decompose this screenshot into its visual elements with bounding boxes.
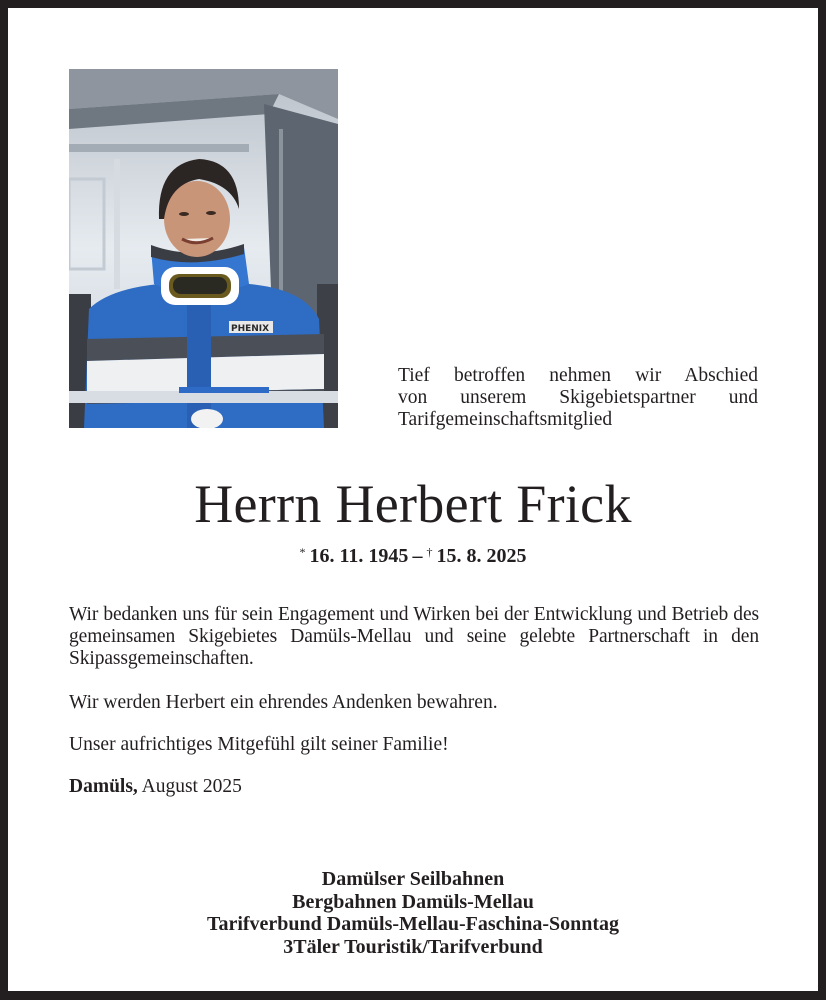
obituary-card bbox=[8, 8, 818, 991]
life-dates bbox=[8, 540, 818, 568]
intro-line-2: von unserem Skigebietspartner und bbox=[398, 387, 758, 408]
signer: Bergbahnen Damüls-Mellau bbox=[292, 890, 534, 913]
signers-list bbox=[8, 868, 818, 958]
paragraph-condolences: Unser aufrichtiges Mitgefühl gilt seiner Familie! bbox=[69, 734, 449, 755]
message-body bbox=[69, 604, 759, 798]
place: Damüls, bbox=[69, 776, 138, 797]
signer: 3Täler Touristik/Tarifverbund bbox=[283, 935, 543, 958]
date-separator: – bbox=[412, 545, 423, 567]
death-cross-icon: † bbox=[426, 545, 433, 559]
intro-line-1: Tief betroffen nehmen wir Abschied bbox=[398, 365, 758, 386]
intro-line-3: Tarifgemeinschaftsmitglied bbox=[398, 409, 613, 430]
date: August 2025 bbox=[141, 776, 242, 797]
paragraph-thanks: Wir bedanken uns für sein Engagement und Wirken bei der Entwicklung und Betrieb des gemeinsamen Skigebietes Damüls-Mellau und seine gelebte Partnerschaft in den Skipassgemeinschaften. bbox=[69, 604, 759, 669]
birth-star-icon: * bbox=[299, 545, 306, 559]
birth-date: 16. 11. 1945 bbox=[309, 545, 409, 567]
paragraph-remembrance: Wir werden Herbert ein ehrendes Andenken bewahren. bbox=[69, 692, 498, 713]
intro-text bbox=[398, 365, 758, 431]
signer: Damülser Seilbahnen bbox=[321, 868, 505, 890]
portrait-image bbox=[69, 69, 338, 428]
death-date: 15. 8. 2025 bbox=[436, 545, 527, 567]
portrait-photo bbox=[69, 69, 338, 428]
place-date-line bbox=[69, 776, 759, 798]
svg-text:PHENIX: PHENIX bbox=[231, 324, 270, 334]
deceased-name: Herrn Herbert Frick bbox=[194, 474, 632, 534]
signer: Tarifverbund Damüls-Mellau-Faschina-Sonntag bbox=[206, 913, 620, 935]
